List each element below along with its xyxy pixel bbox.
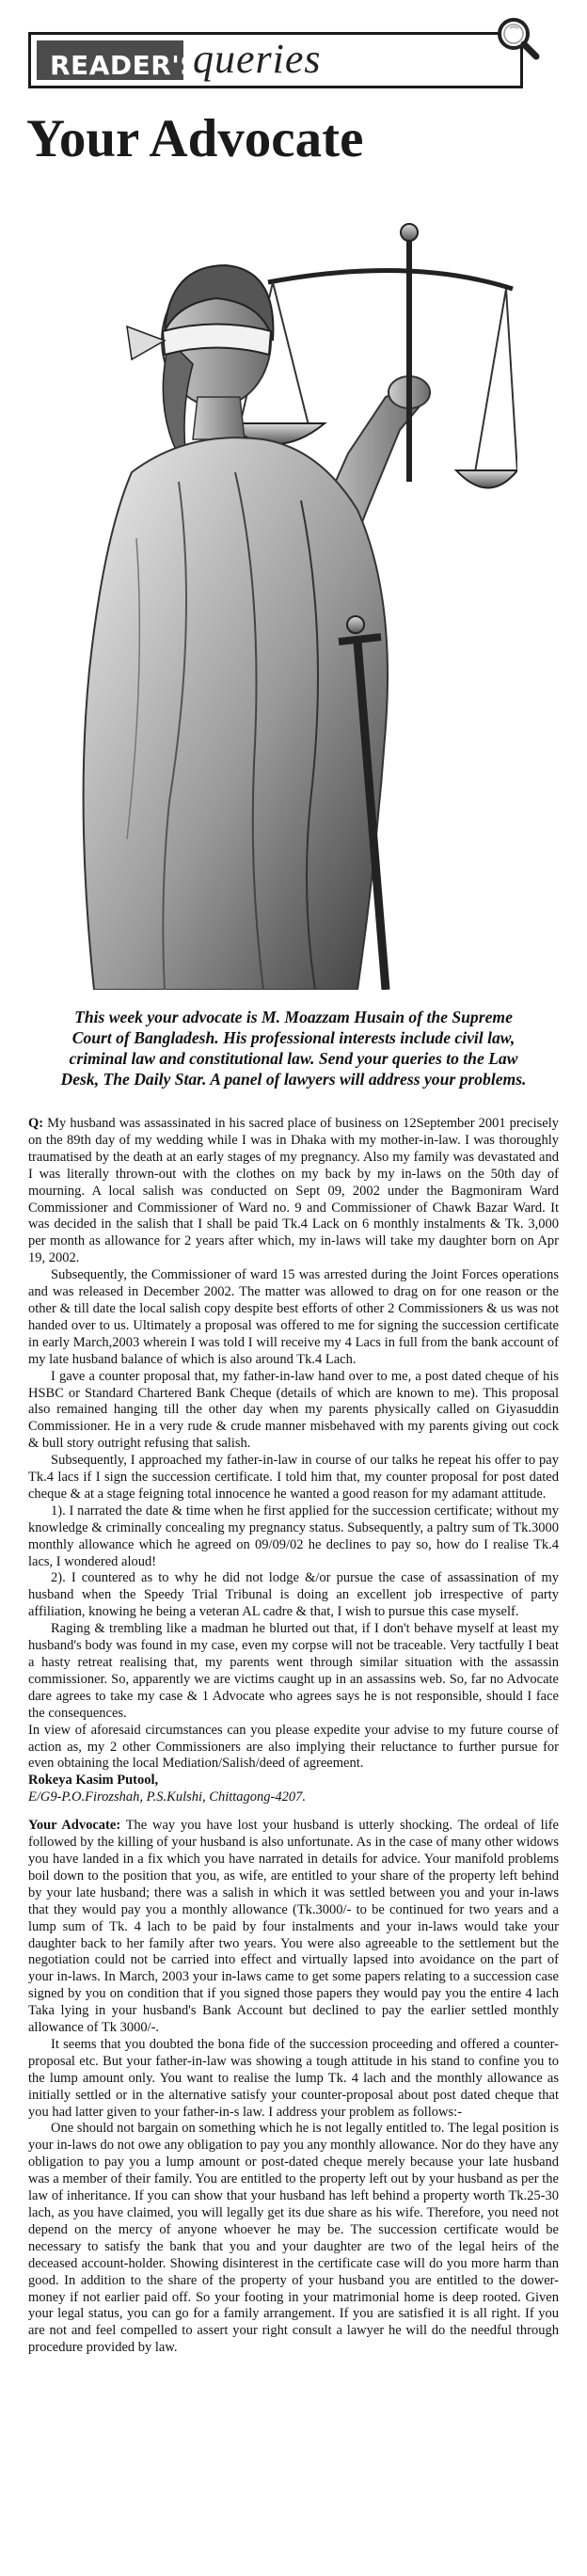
magnifying-glass-icon xyxy=(495,15,540,60)
answer-paragraph: One should not bargain on something which he is not legally entitled to. The legal position is your in-laws do not owe any obligation to pay you any monthly allowance. Nor do they have any obligation to pay you a lump amount or post-dated cheque merely because your late husband was a member of their family. You are entitled to the property left out by your husband as per the law of inheritance. If you can show that your husband has left behind a property worth Tk.25-30 lach, as you have claimed, you will legally get its due share as his wife. Therefore, you need not depend on the mercy of anyone whoever he may be. The succession certificate would be necessary to satisfy the bank that you and your daughter are two of the legal heirs of the deceased account-holder. Showing disinterest in the certificate case will do you more harm than good. In addition to the share of the property of your husband you are entitled to the dower-money if not earlier paid off. So your footing in your matrimonial home is deep rooted. Given your legal status, you can go for a family arrangement. If you are satisfied it is all right. If you are not and feel compelled to assert your right consult a lawyer he will do the needful through procedure provided by law. xyxy=(28,2121,559,2356)
query-paragraph: In view of aforesaid circumstances can you please expedite your advise to my future course of action as, my 2 other Commissioners are also implying their reluctance to further pursue for even obtaining the local Mediation/Salish/deed of agreement. xyxy=(28,1722,559,1772)
query-lead: Q: xyxy=(28,1116,44,1131)
query-paragraph: Subsequently, the Commissioner of ward 15 was arrested during the Joint Forces operations and was released in December 2002. The matter was allowed to drag on for one reason or the other & till date the local salish copy despite best efforts of other 2 Commissioners & us was not handed over to us. Ultimately a proposal was offered to me for signing the succession certificate in early March,2003 wherein I was told I will receive my 4 Lacs in full from the bank account of my late husband balance of which is also around Tk.4 Lach. xyxy=(28,1267,559,1367)
query-paragraph: Raging & trembling like a madman he blurted out that, if I don't behave myself at least my husband's body was found in my case, even my corpse will not be traceable. Very tactfully I beat a hasty retreat realising that, my parents went through similar situation with the assassin commissioner. So, apparently we are victims caught up in an assassins web. So, far no Advocate dare agrees to take my case & 1 Advocate who agrees says he is not responsible, should I face the consequences. xyxy=(28,1621,559,1721)
signature-name: Rokeya Kasim Putool, xyxy=(28,1773,159,1789)
lady-justice-illustration xyxy=(75,199,517,990)
answer-paragraph: It seems that you doubted the bona fide of the succession proceeding and offered a counter-proposal etc. But your father-in-law was showing a tough attitude in his stand to confine you to the lump amount only. You want to realise the lump Tk. 4 lach and the monthly allowance as initially settled or in the alternative satisfy your counter-proposal about post dated cheque that you had latter given to your father-in-s law. I address your problem as follows:- xyxy=(28,2036,559,2120)
header-label-block xyxy=(37,40,200,81)
query-paragraph: 2). I countered as to why he did not lodge &/or pursue the case of assassination of my husband when the Speedy Trial Tribunal is doing an excellent job irrespective of party affiliation, knowing he being a veteran AL cadre & that, I wish to pursue this case myself. xyxy=(28,1570,559,1620)
section-header xyxy=(28,15,541,81)
intro-note: This week your advocate is M. Moazzam Husain of the Supreme Court of Bangladesh. His professional interests include civil law, criminal law and constitutional law. Send your queries to the Law Desk, The Daily Star. A panel of lawyers will address your problems. xyxy=(60,1008,527,1089)
section-word: queries xyxy=(193,36,322,82)
page-title: Your Advocate xyxy=(26,109,364,168)
answer-lead: Your Advocate: xyxy=(28,1818,121,1834)
answer-paragraph: Your Advocate: The way you have lost your husband is utterly shocking. The ordeal of life followed by the killing of your husband is also unfortunate. As in the case of many other widows you have landed in a fix which you have narrated in details for advice. Your manifold problems boil down to the position that you, as wife, are entitled to your share of the property left behind by your late husband; there was a salish in which it was settled between you and your in-laws that they would pay you a monthly allowance (Tk.3000/- to be continued for two years and a lump sum of Tk. 4 lach to be paid by four instalments and your in-laws would take your daughter back to her family after two years. You were also agreeable to the settlement but the negotiation could not be carried into effect and virtually lapsed into avoidance on the part of your in-laws. In March, 2003 your in-laws came to get some papers relating to a succession case signed by you on condition that if you signed those papers they would pay you the entire 4 lach Taka lying in your husband's Bank Account but declined to pay the earlier settled monthly allowance of Tk 3000/-. xyxy=(28,1818,559,2036)
article-body xyxy=(28,1116,559,2357)
query-paragraph: Subsequently, I approached my father-in-law in course of our talks he repeat his offer to pay Tk.4 lacs if I sign the succession certificate. I told him that, my counter proposal for post dated cheque & at a stage feigning total innocence he wanted a good reason for my adamant attitude. xyxy=(28,1453,559,1502)
signature-address: E/G9-P.O.Firozshah, P.S.Kulshi, Chittagong-4207. xyxy=(28,1789,306,1805)
header-frame xyxy=(28,32,523,88)
query-paragraph: Q: My husband was assassinated in his sacred place of business on 12September 2001 precisely on the 89th day of my wedding while I was in Dhaka with my mother-in-law. I was thoroughly traumatised by the death at an early stages of my pregnancy. Also my family was devastated and I was literally thrown-out with the clothes on my back by my in-laws on the 50th day of mourning. A local salish was conducted on Sept 09, 2002 under the Bagmoniram Ward Commissioner and Commissioner of Ward no. 9 and Commissioner of Chawk Bazar Ward. It was decided in the salish that I shall be paid Tk.4 Lack on 6 monthly instalments & Tk. 3,000 per month as allowance for 2 years after which, my in-laws will take my daughter born on Apr 19, 2002. xyxy=(28,1116,559,1266)
query-paragraph: 1). I narrated the date & time when he first applied for the succession certificate; without my knowledge & criminally concealing my pregnancy status. Subsequently, a paltry sum of Tk.3000 monthly allowance which he agreed on 09/09/02 he declines to pay so, how do I realise Tk.4 lacs, I wondered aloud! xyxy=(28,1503,559,1569)
query-paragraph: I gave a counter proposal that, my father-in-law hand over to me, a post dated cheque of his HSBC or Standard Chartered Bank Cheque (details of which are known to me). This proposal also remained hanging till the other day when my parents physically called on Giyasuddin Commissioner. He in a very rude & crude manner misbehaved with my parents giving out cock & bull story outright refusing that salish. xyxy=(28,1368,559,1452)
section-label: READER'S xyxy=(50,50,200,81)
